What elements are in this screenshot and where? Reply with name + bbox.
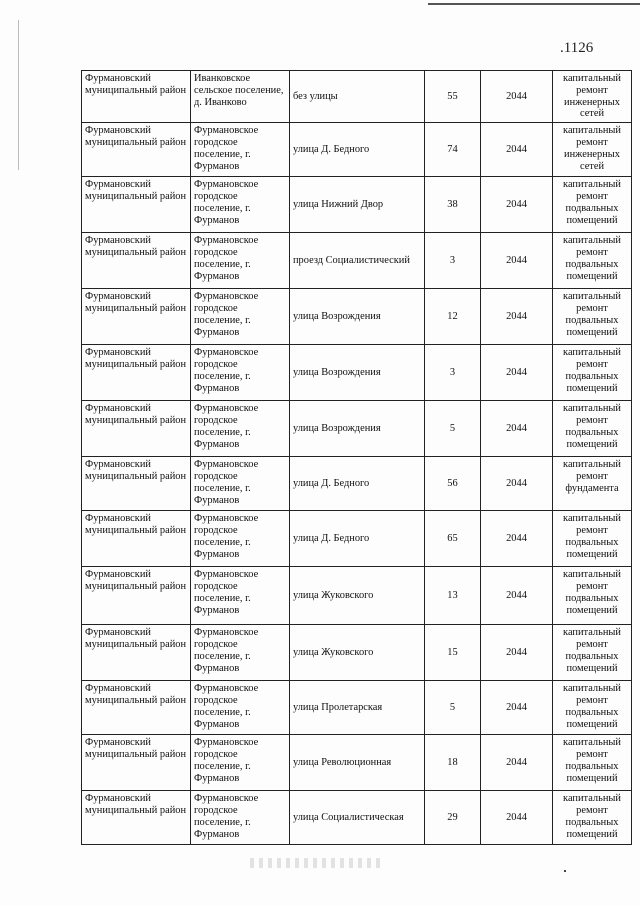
district-cell: Фурмановский муниципальный район: [82, 681, 191, 735]
settlement-cell: Фурмановское городское поселение, г. Фурманов: [191, 289, 290, 345]
year-cell: 2044: [481, 177, 553, 233]
street-cell: улица Возрождения: [290, 345, 425, 401]
house-number-cell: 38: [425, 177, 481, 233]
house-number-cell: 29: [425, 791, 481, 845]
table-row: [82, 681, 632, 735]
table-row: [82, 735, 632, 791]
year-cell: 2044: [481, 345, 553, 401]
year-cell: 2044: [481, 457, 553, 511]
house-number-cell: 5: [425, 681, 481, 735]
street-cell: улица Д. Бедного: [290, 123, 425, 177]
table-row: [82, 233, 632, 289]
street-cell: улица Д. Бедного: [290, 457, 425, 511]
table-row: [82, 511, 632, 567]
work-type-cell: капитальный ремонт подвальных помещений: [553, 401, 632, 457]
district-cell: Фурмановский муниципальный район: [82, 791, 191, 845]
settlement-cell: Фурмановское городское поселение, г. Фурманов: [191, 681, 290, 735]
table-row: [82, 625, 632, 681]
street-cell: проезд Социалистический: [290, 233, 425, 289]
district-cell: Фурмановский муниципальный район: [82, 401, 191, 457]
table-row: [82, 567, 632, 625]
district-cell: Фурмановский муниципальный район: [82, 289, 191, 345]
table-row: [82, 71, 632, 123]
table-row: [82, 123, 632, 177]
work-type-cell: капитальный ремонт подвальных помещений: [553, 289, 632, 345]
house-number-cell: 3: [425, 345, 481, 401]
settlement-cell: Фурмановское городское поселение, г. Фурманов: [191, 511, 290, 567]
scan-left-margin-line: [18, 20, 19, 170]
district-cell: Фурмановский муниципальный район: [82, 735, 191, 791]
street-cell: улица Возрождения: [290, 401, 425, 457]
settlement-cell: Фурмановское городское поселение, г. Фурманов: [191, 177, 290, 233]
settlement-cell: Фурмановское городское поселение, г. Фурманов: [191, 345, 290, 401]
house-number-cell: 5: [425, 401, 481, 457]
district-cell: Фурмановский муниципальный район: [82, 511, 191, 567]
street-cell: улица Д. Бедного: [290, 511, 425, 567]
house-number-cell: 18: [425, 735, 481, 791]
table-row: [82, 289, 632, 345]
street-cell: улица Нижний Двор: [290, 177, 425, 233]
work-type-cell: капитальный ремонт инженерных сетей: [553, 71, 632, 123]
settlement-cell: Фурмановское городское поселение, г. Фурманов: [191, 735, 290, 791]
year-cell: 2044: [481, 567, 553, 625]
table-row: [82, 345, 632, 401]
house-number-cell: 13: [425, 567, 481, 625]
work-type-cell: капитальный ремонт инженерных сетей: [553, 123, 632, 177]
year-cell: 2044: [481, 71, 553, 123]
page-number: .1126: [560, 40, 594, 56]
street-cell: без улицы: [290, 71, 425, 123]
street-cell: улица Пролетарская: [290, 681, 425, 735]
year-cell: 2044: [481, 735, 553, 791]
district-cell: Фурмановский муниципальный район: [82, 567, 191, 625]
house-number-cell: 3: [425, 233, 481, 289]
year-cell: 2044: [481, 791, 553, 845]
table-row: [82, 177, 632, 233]
work-type-cell: капитальный ремонт подвальных помещений: [553, 177, 632, 233]
house-number-cell: 12: [425, 289, 481, 345]
work-type-cell: капитальный ремонт подвальных помещений: [553, 735, 632, 791]
house-number-cell: 56: [425, 457, 481, 511]
district-cell: Фурмановский муниципальный район: [82, 233, 191, 289]
settlement-cell: Фурмановское городское поселение, г. Фурманов: [191, 625, 290, 681]
work-type-cell: капитальный ремонт подвальных помещений: [553, 567, 632, 625]
work-type-cell: капитальный ремонт фундамента: [553, 457, 632, 511]
settlement-cell: Фурмановское городское поселение, г. Фурманов: [191, 123, 290, 177]
district-cell: Фурмановский муниципальный район: [82, 177, 191, 233]
district-cell: Фурмановский муниципальный район: [82, 625, 191, 681]
housing-repair-table: [81, 70, 632, 845]
work-type-cell: капитальный ремонт подвальных помещений: [553, 233, 632, 289]
year-cell: 2044: [481, 233, 553, 289]
scan-artifact: [250, 858, 380, 868]
settlement-cell: Фурмановское городское поселение, г. Фурманов: [191, 457, 290, 511]
district-cell: Фурмановский муниципальный район: [82, 71, 191, 123]
settlement-cell: Иванковское сельское поселение, д. Иванково: [191, 71, 290, 123]
work-type-cell: капитальный ремонт подвальных помещений: [553, 345, 632, 401]
work-type-cell: капитальный ремонт подвальных помещений: [553, 511, 632, 567]
year-cell: 2044: [481, 123, 553, 177]
year-cell: 2044: [481, 401, 553, 457]
settlement-cell: Фурмановское городское поселение, г. Фурманов: [191, 401, 290, 457]
settlement-cell: Фурмановское городское поселение, г. Фурманов: [191, 791, 290, 845]
year-cell: 2044: [481, 681, 553, 735]
settlement-cell: Фурмановское городское поселение, г. Фурманов: [191, 233, 290, 289]
table-row: [82, 401, 632, 457]
street-cell: улица Возрождения: [290, 289, 425, 345]
scan-top-edge-line: [428, 3, 640, 5]
house-number-cell: 15: [425, 625, 481, 681]
district-cell: Фурмановский муниципальный район: [82, 123, 191, 177]
year-cell: 2044: [481, 289, 553, 345]
street-cell: улица Социалистическая: [290, 791, 425, 845]
scan-artifact-dot: [564, 870, 566, 872]
district-cell: Фурмановский муниципальный район: [82, 345, 191, 401]
work-type-cell: капитальный ремонт подвальных помещений: [553, 791, 632, 845]
year-cell: 2044: [481, 625, 553, 681]
street-cell: улица Революционная: [290, 735, 425, 791]
table-body: [82, 71, 632, 845]
settlement-cell: Фурмановское городское поселение, г. Фурманов: [191, 567, 290, 625]
district-cell: Фурмановский муниципальный район: [82, 457, 191, 511]
work-type-cell: капитальный ремонт подвальных помещений: [553, 681, 632, 735]
house-number-cell: 74: [425, 123, 481, 177]
house-number-cell: 55: [425, 71, 481, 123]
table-row: [82, 457, 632, 511]
work-type-cell: капитальный ремонт подвальных помещений: [553, 625, 632, 681]
house-number-cell: 65: [425, 511, 481, 567]
year-cell: 2044: [481, 511, 553, 567]
street-cell: улица Жуковского: [290, 625, 425, 681]
table-row: [82, 791, 632, 845]
street-cell: улица Жуковского: [290, 567, 425, 625]
